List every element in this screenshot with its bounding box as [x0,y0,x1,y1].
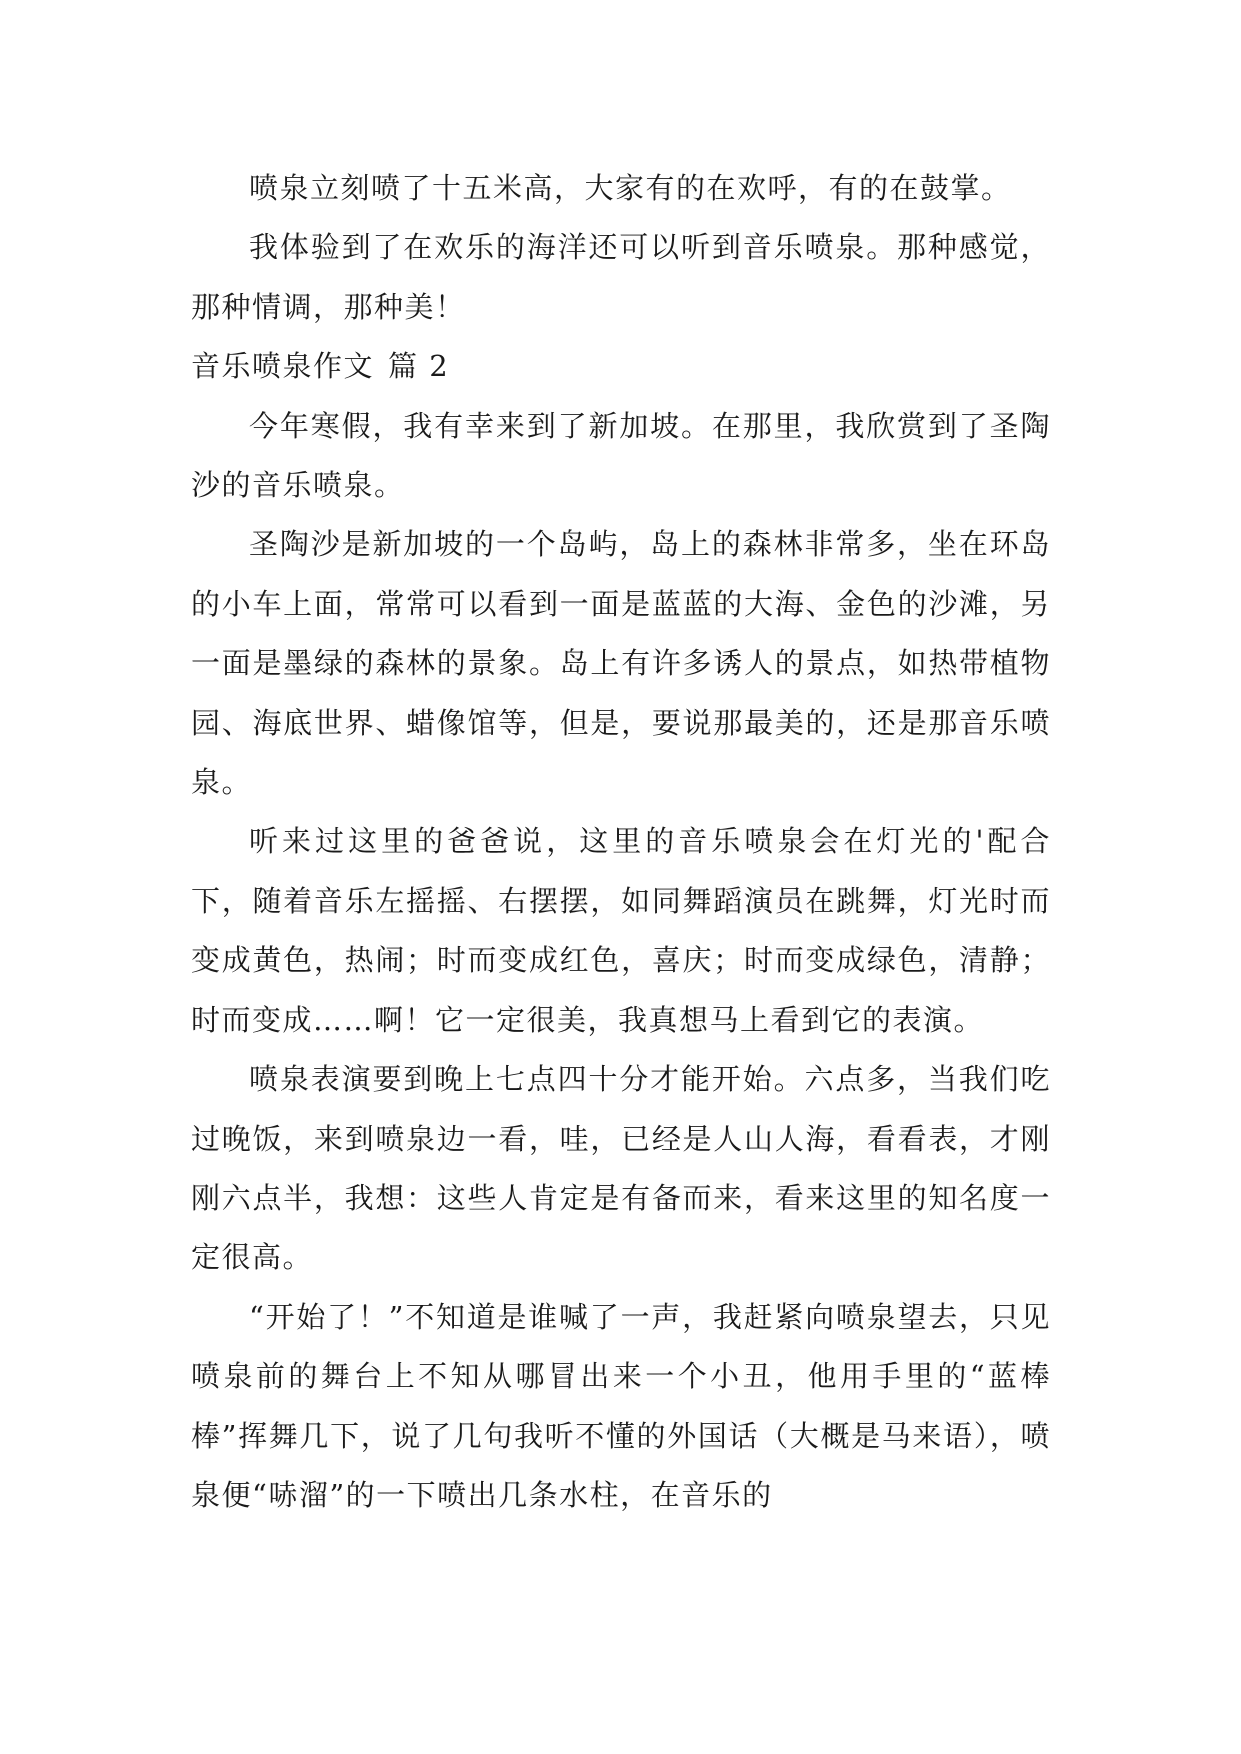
document-body [191,159,1051,1525]
paragraph-show-time: 喷泉表演要到晚上七点四十分才能开始。六点多，当我们吃过晚饭，来到喷泉边一看，哇，已经是人山人海，看看表，才刚刚六点半，我想：这些人肯定是有备而来，看来这里的知名度一定很高。 [191,1062,1051,1275]
paragraph-experience: 我体验到了在欢乐的海洋还可以听到音乐喷泉。那种感觉，那种情调，那种美！ [191,230,1051,324]
section-heading [191,337,1051,396]
paragraph-fountain-spray: 喷泉立刻喷了十五米高，大家有的在欢呼，有的在鼓掌。 [249,171,1012,205]
paragraph-sentosa: 圣陶沙是新加坡的一个岛屿，岛上的森林非常多，坐在环岛的小车上面，常常可以看到一面是蓝蓝的大海、金色的沙滩，另一面是墨绿的森林的景象。岛上有许多诱人的景点，如热带植物园、海底世界、蜡像馆等，但是，要说那最美的，还是那音乐喷泉。 [191,527,1051,800]
paragraph-dad-said: 听来过这里的爸爸说，这里的音乐喷泉会在灯光的'配合下，随着音乐左摇摇、右摆摆，如同舞蹈演员在跳舞，灯光时而变成黄色，热闹；时而变成红色，喜庆；时而变成绿色，清静；时而变成……啊！它一定很美，我真想马上看到它的表演。 [191,824,1051,1037]
heading-section-number: 篇 2 [388,349,450,384]
paragraph-winter-vacation: 今年寒假，我有幸来到了新加坡。在那里，我欣赏到了圣陶沙的音乐喷泉。 [191,408,1051,503]
heading-title: 音乐喷泉作文 [191,349,375,384]
paragraph-show-start: “开始了！”不知道是谁喊了一声，我赶紧向喷泉望去，只见喷泉前的舞台上不知从哪冒出来一个小丑，他用手里的“蓝棒棒”挥舞几下，说了几句我听不懂的外国话（大概是马来语），喷泉便“哧溜”的一下喷出几条水柱，在音乐的 [191,1299,1051,1512]
